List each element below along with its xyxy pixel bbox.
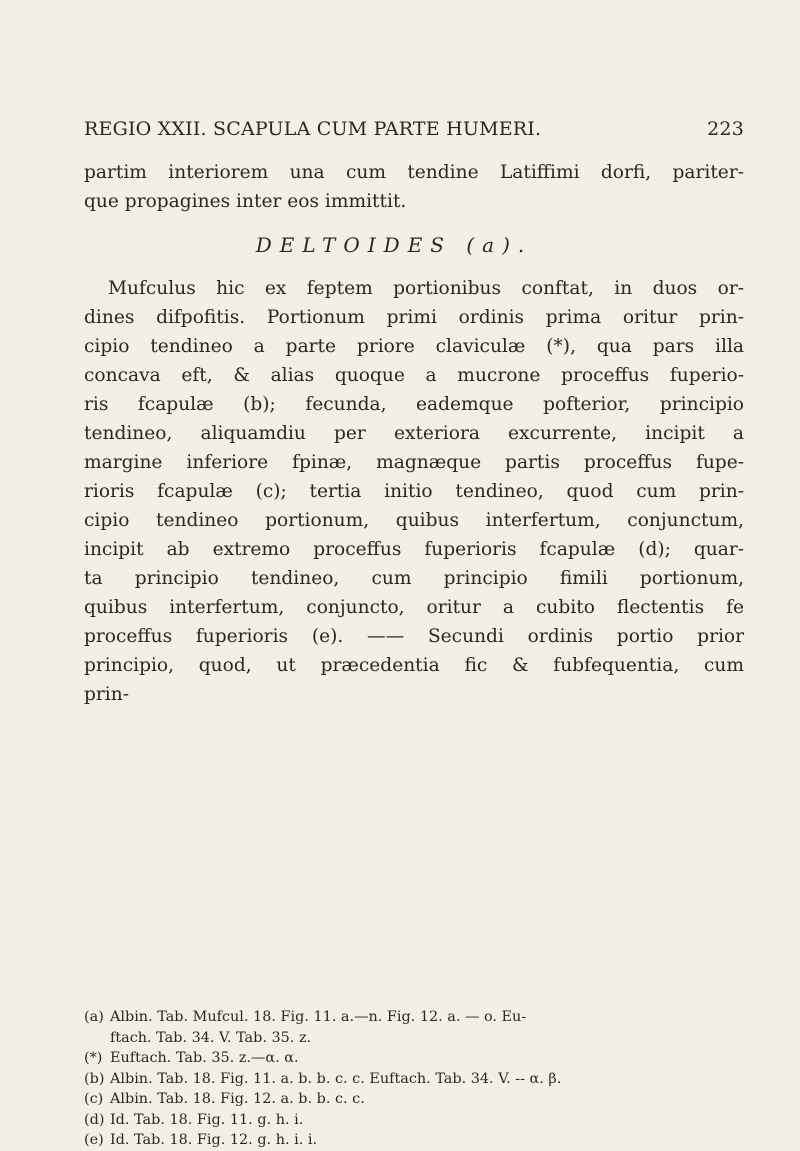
footnote bbox=[84, 1048, 744, 1069]
running-head bbox=[84, 118, 744, 140]
catchword: prin- bbox=[84, 684, 129, 705]
text-line: ta principio tendineo, cum principio fimili portionum, bbox=[84, 568, 744, 589]
text-line: cipio tendineo portionum, quibus interfertum, conjunctum, bbox=[84, 510, 744, 531]
text-line: dines difpofitis. Portionum primi ordinis prima oritur prin- bbox=[84, 307, 744, 328]
text-line: que propagines inter eos immittit. bbox=[84, 191, 407, 212]
text-line: cipio tendineo a parte priore claviculæ (*), qua pars illa bbox=[84, 336, 744, 357]
footnote-mark: (c) bbox=[84, 1091, 104, 1107]
text-line: tendineo, aliquamdiu per exteriora excurrente, incipit a bbox=[84, 423, 744, 444]
footnote bbox=[84, 1110, 744, 1131]
footnote-text: ftach. Tab. 34. V. Tab. 35. z. bbox=[110, 1029, 312, 1046]
text-line: concava eft, & alias quoque a mucrone proceffus fuperio- bbox=[84, 365, 744, 386]
footnote bbox=[84, 1007, 744, 1028]
footnote bbox=[84, 1089, 744, 1110]
footnote-text: Euftach. Tab. 35. z.—α. α. bbox=[110, 1050, 299, 1066]
footnote-text: Albin. Tab. 18. Fig. 12. a. b. b. c. c. bbox=[110, 1091, 365, 1107]
text-line: Mufculus hic ex feptem portionibus conftat, in duos or- bbox=[108, 278, 744, 299]
running-head-title: REGIO XXII. SCAPULA CUM PARTE HUMERI. bbox=[84, 118, 542, 140]
footnote-mark: (b) bbox=[84, 1070, 105, 1087]
main-text bbox=[84, 158, 744, 709]
footnote-text: Id. Tab. 18. Fig. 12. g. h. i. i. bbox=[110, 1132, 318, 1148]
section-heading: DELTOIDES (a). bbox=[255, 233, 533, 257]
footnote-mark: (*) bbox=[84, 1050, 103, 1066]
footnote bbox=[84, 1069, 744, 1090]
text-line: proceffus fuperioris (e). —— Secundi ordinis portio prior bbox=[84, 626, 744, 647]
footnote bbox=[84, 1028, 744, 1049]
text-line: quibus interfertum, conjuncto, oritur a cubito flectentis fe bbox=[84, 597, 744, 618]
footnote-text: Albin. Tab. Mufcul. 18. Fig. 11. a.—n. Fig. 12. a. — o. Eu- bbox=[110, 1009, 527, 1025]
footnote bbox=[84, 1130, 744, 1151]
footnote-mark: (d) bbox=[84, 1111, 105, 1128]
footnote-text: Id. Tab. 18. Fig. 11. g. h. i. bbox=[110, 1111, 304, 1128]
text-line: principio, quod, ut præcedentia fic & fubfequentia, cum bbox=[84, 655, 744, 676]
text-line: partim interiorem una cum tendine Latiffimi dorfi, pariter- bbox=[84, 162, 744, 183]
text-line: margine inferiore fpinæ, magnæque partis proceffus fupe- bbox=[84, 452, 744, 473]
text-line: ris fcapulæ (b); fecunda, eademque pofterior, principio bbox=[84, 394, 744, 415]
text-line: rioris fcapulæ (c); tertia initio tendineo, quod cum prin- bbox=[84, 481, 744, 502]
page-number: 223 bbox=[707, 118, 744, 140]
text-line: incipit ab extremo proceffus fuperioris fcapulæ (d); quar- bbox=[84, 539, 744, 560]
footnote-mark: (a) bbox=[84, 1009, 104, 1025]
footnote-text: Albin. Tab. 18. Fig. 11. a. b. b. c. c. Euftach. Tab. 34. V. -- α. β. bbox=[110, 1070, 562, 1087]
footnote-mark: (e) bbox=[84, 1132, 104, 1148]
footnotes bbox=[84, 1007, 744, 1151]
